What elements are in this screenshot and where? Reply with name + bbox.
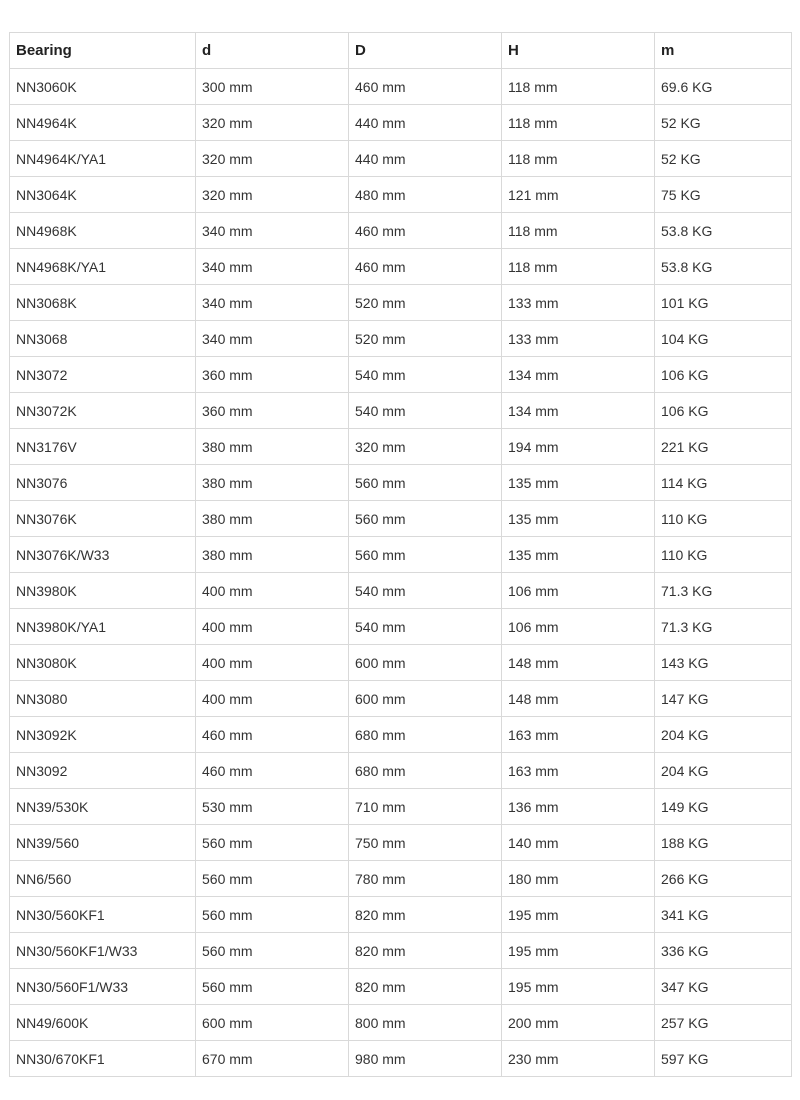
outer-diameter-cell: 680 mm (349, 753, 502, 789)
table-row (10, 69, 792, 105)
inner-diameter-cell: 380 mm (196, 501, 349, 537)
bearing-cell: NN39/530K (10, 789, 196, 825)
inner-diameter-cell: 320 mm (196, 177, 349, 213)
bearing-cell: NN3060K (10, 69, 196, 105)
table-row (10, 897, 792, 933)
bearing-cell: NN3092K (10, 717, 196, 753)
mass-cell: 75 KG (655, 177, 792, 213)
outer-diameter-cell: 600 mm (349, 681, 502, 717)
bearing-cell: NN3072 (10, 357, 196, 393)
mass-cell: 110 KG (655, 501, 792, 537)
table-row (10, 357, 792, 393)
outer-diameter-cell: 820 mm (349, 933, 502, 969)
inner-diameter-cell: 460 mm (196, 753, 349, 789)
bearing-cell: NN3076K (10, 501, 196, 537)
outer-diameter-cell: 540 mm (349, 393, 502, 429)
table-row (10, 537, 792, 573)
outer-diameter-cell: 540 mm (349, 609, 502, 645)
width-cell: 140 mm (502, 825, 655, 861)
outer-diameter-cell: 710 mm (349, 789, 502, 825)
bearing-table-container (9, 32, 791, 1077)
width-cell: 195 mm (502, 897, 655, 933)
width-cell: 148 mm (502, 645, 655, 681)
outer-diameter-cell: 560 mm (349, 465, 502, 501)
column-header-inner-diameter: d (196, 33, 349, 69)
mass-cell: 597 KG (655, 1041, 792, 1077)
outer-diameter-cell: 560 mm (349, 501, 502, 537)
mass-cell: 147 KG (655, 681, 792, 717)
table-row (10, 249, 792, 285)
table-row (10, 1041, 792, 1077)
table-row (10, 861, 792, 897)
bearing-cell: NN30/560KF1/W33 (10, 933, 196, 969)
bearing-cell: NN3092 (10, 753, 196, 789)
mass-cell: 341 KG (655, 897, 792, 933)
inner-diameter-cell: 560 mm (196, 969, 349, 1005)
width-cell: 118 mm (502, 141, 655, 177)
mass-cell: 257 KG (655, 1005, 792, 1041)
table-row (10, 825, 792, 861)
inner-diameter-cell: 320 mm (196, 141, 349, 177)
table-row (10, 573, 792, 609)
bearing-specs-table (9, 32, 792, 1077)
inner-diameter-cell: 360 mm (196, 357, 349, 393)
inner-diameter-cell: 400 mm (196, 573, 349, 609)
mass-cell: 266 KG (655, 861, 792, 897)
mass-cell: 71.3 KG (655, 609, 792, 645)
inner-diameter-cell: 360 mm (196, 393, 349, 429)
width-cell: 135 mm (502, 537, 655, 573)
outer-diameter-cell: 540 mm (349, 573, 502, 609)
mass-cell: 104 KG (655, 321, 792, 357)
inner-diameter-cell: 400 mm (196, 645, 349, 681)
inner-diameter-cell: 400 mm (196, 609, 349, 645)
outer-diameter-cell: 600 mm (349, 645, 502, 681)
inner-diameter-cell: 380 mm (196, 465, 349, 501)
mass-cell: 143 KG (655, 645, 792, 681)
bearing-cell: NN3080 (10, 681, 196, 717)
mass-cell: 336 KG (655, 933, 792, 969)
mass-cell: 110 KG (655, 537, 792, 573)
inner-diameter-cell: 560 mm (196, 933, 349, 969)
width-cell: 200 mm (502, 1005, 655, 1041)
outer-diameter-cell: 520 mm (349, 321, 502, 357)
mass-cell: 106 KG (655, 393, 792, 429)
column-header-width: H (502, 33, 655, 69)
header-row (10, 33, 792, 69)
table-row (10, 321, 792, 357)
inner-diameter-cell: 460 mm (196, 717, 349, 753)
mass-cell: 347 KG (655, 969, 792, 1005)
width-cell: 148 mm (502, 681, 655, 717)
bearing-cell: NN3076 (10, 465, 196, 501)
table-body (10, 69, 792, 1077)
table-row (10, 465, 792, 501)
bearing-cell: NN4964K/YA1 (10, 141, 196, 177)
table-row (10, 501, 792, 537)
inner-diameter-cell: 340 mm (196, 321, 349, 357)
table-row (10, 753, 792, 789)
table-row (10, 681, 792, 717)
mass-cell: 106 KG (655, 357, 792, 393)
column-header-outer-diameter: D (349, 33, 502, 69)
mass-cell: 52 KG (655, 141, 792, 177)
width-cell: 230 mm (502, 1041, 655, 1077)
width-cell: 118 mm (502, 69, 655, 105)
width-cell: 195 mm (502, 933, 655, 969)
outer-diameter-cell: 460 mm (349, 249, 502, 285)
outer-diameter-cell: 540 mm (349, 357, 502, 393)
outer-diameter-cell: 460 mm (349, 69, 502, 105)
outer-diameter-cell: 980 mm (349, 1041, 502, 1077)
width-cell: 195 mm (502, 969, 655, 1005)
mass-cell: 204 KG (655, 753, 792, 789)
inner-diameter-cell: 340 mm (196, 249, 349, 285)
width-cell: 118 mm (502, 213, 655, 249)
outer-diameter-cell: 800 mm (349, 1005, 502, 1041)
column-header-mass: m (655, 33, 792, 69)
inner-diameter-cell: 560 mm (196, 825, 349, 861)
outer-diameter-cell: 780 mm (349, 861, 502, 897)
table-row (10, 645, 792, 681)
mass-cell: 52 KG (655, 105, 792, 141)
outer-diameter-cell: 320 mm (349, 429, 502, 465)
outer-diameter-cell: 460 mm (349, 213, 502, 249)
width-cell: 118 mm (502, 249, 655, 285)
inner-diameter-cell: 560 mm (196, 897, 349, 933)
mass-cell: 53.8 KG (655, 213, 792, 249)
table-header (10, 33, 792, 69)
bearing-cell: NN4968K (10, 213, 196, 249)
inner-diameter-cell: 340 mm (196, 285, 349, 321)
bearing-cell: NN4968K/YA1 (10, 249, 196, 285)
inner-diameter-cell: 670 mm (196, 1041, 349, 1077)
table-row (10, 105, 792, 141)
table-row (10, 177, 792, 213)
bearing-cell: NN30/560KF1 (10, 897, 196, 933)
mass-cell: 101 KG (655, 285, 792, 321)
outer-diameter-cell: 520 mm (349, 285, 502, 321)
table-row (10, 1005, 792, 1041)
bearing-cell: NN3072K (10, 393, 196, 429)
bearing-cell: NN3076K/W33 (10, 537, 196, 573)
width-cell: 194 mm (502, 429, 655, 465)
bearing-cell: NN4964K (10, 105, 196, 141)
width-cell: 135 mm (502, 465, 655, 501)
table-row (10, 933, 792, 969)
outer-diameter-cell: 750 mm (349, 825, 502, 861)
width-cell: 106 mm (502, 609, 655, 645)
inner-diameter-cell: 380 mm (196, 429, 349, 465)
width-cell: 106 mm (502, 573, 655, 609)
mass-cell: 69.6 KG (655, 69, 792, 105)
outer-diameter-cell: 820 mm (349, 897, 502, 933)
width-cell: 163 mm (502, 717, 655, 753)
bearing-cell: NN3980K (10, 573, 196, 609)
outer-diameter-cell: 820 mm (349, 969, 502, 1005)
inner-diameter-cell: 560 mm (196, 861, 349, 897)
bearing-cell: NN3176V (10, 429, 196, 465)
bearing-cell: NN3080K (10, 645, 196, 681)
table-row (10, 789, 792, 825)
width-cell: 134 mm (502, 393, 655, 429)
table-row (10, 141, 792, 177)
mass-cell: 204 KG (655, 717, 792, 753)
bearing-cell: NN30/670KF1 (10, 1041, 196, 1077)
outer-diameter-cell: 680 mm (349, 717, 502, 753)
width-cell: 134 mm (502, 357, 655, 393)
width-cell: 118 mm (502, 105, 655, 141)
inner-diameter-cell: 380 mm (196, 537, 349, 573)
column-header-bearing: Bearing (10, 33, 196, 69)
inner-diameter-cell: 400 mm (196, 681, 349, 717)
table-row (10, 717, 792, 753)
outer-diameter-cell: 560 mm (349, 537, 502, 573)
table-row (10, 969, 792, 1005)
outer-diameter-cell: 440 mm (349, 141, 502, 177)
bearing-cell: NN3064K (10, 177, 196, 213)
mass-cell: 114 KG (655, 465, 792, 501)
width-cell: 136 mm (502, 789, 655, 825)
table-row (10, 393, 792, 429)
bearing-cell: NN39/560 (10, 825, 196, 861)
mass-cell: 149 KG (655, 789, 792, 825)
table-row (10, 285, 792, 321)
inner-diameter-cell: 600 mm (196, 1005, 349, 1041)
inner-diameter-cell: 340 mm (196, 213, 349, 249)
inner-diameter-cell: 530 mm (196, 789, 349, 825)
width-cell: 133 mm (502, 321, 655, 357)
width-cell: 121 mm (502, 177, 655, 213)
bearing-cell: NN6/560 (10, 861, 196, 897)
inner-diameter-cell: 320 mm (196, 105, 349, 141)
inner-diameter-cell: 300 mm (196, 69, 349, 105)
outer-diameter-cell: 440 mm (349, 105, 502, 141)
mass-cell: 53.8 KG (655, 249, 792, 285)
bearing-cell: NN3068K (10, 285, 196, 321)
bearing-cell: NN3068 (10, 321, 196, 357)
mass-cell: 188 KG (655, 825, 792, 861)
table-row (10, 213, 792, 249)
bearing-cell: NN3980K/YA1 (10, 609, 196, 645)
width-cell: 133 mm (502, 285, 655, 321)
table-row (10, 609, 792, 645)
bearing-cell: NN49/600K (10, 1005, 196, 1041)
mass-cell: 221 KG (655, 429, 792, 465)
width-cell: 180 mm (502, 861, 655, 897)
mass-cell: 71.3 KG (655, 573, 792, 609)
outer-diameter-cell: 480 mm (349, 177, 502, 213)
table-row (10, 429, 792, 465)
width-cell: 135 mm (502, 501, 655, 537)
width-cell: 163 mm (502, 753, 655, 789)
bearing-cell: NN30/560F1/W33 (10, 969, 196, 1005)
